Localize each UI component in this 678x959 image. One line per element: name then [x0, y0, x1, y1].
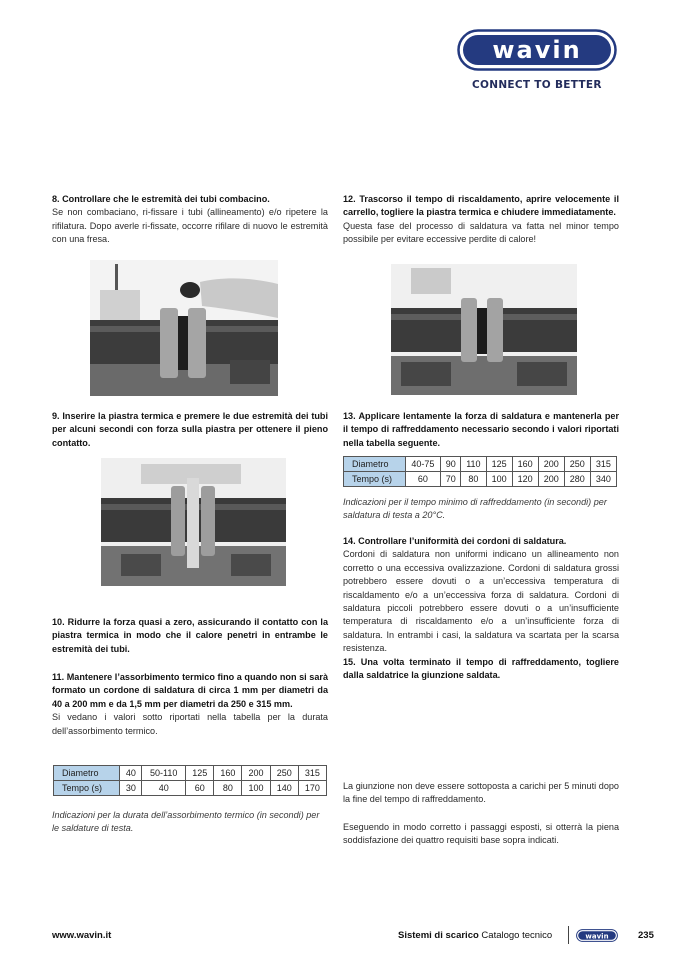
footer-wavin-logo — [576, 929, 618, 942]
table-cell: 50-110 — [142, 766, 186, 781]
table-row-label: Diametro — [344, 457, 406, 472]
table-cell: 125 — [186, 766, 214, 781]
table-cell: 280 — [564, 472, 590, 487]
step-8-heading: 8. Controllare che le estremità dei tubi combacino. — [52, 194, 270, 204]
table-cell: 40 — [142, 781, 186, 796]
table-cell: 250 — [270, 766, 298, 781]
tagline: CONNECT TO BETTER — [472, 79, 602, 91]
table-row — [344, 457, 617, 472]
photo-remove-plate-illustration — [391, 264, 577, 395]
step-13-heading: 13. Applicare lentamente la forza di saldatura e mantenerla per il tempo di raffreddamento necessario secondo i valori riportati nella tabella seguente. — [343, 411, 619, 448]
step-10 — [52, 616, 328, 656]
table-cell: 315 — [298, 766, 326, 781]
step-11-heading: 11. Mantenere l’assorbimento termico fino a quando non si sarà formato un cordone di saldatura di circa 1 mm per diametri da 40 a 200 mm e da 1,5 mm per diametri da 250 e 315 mm. — [52, 672, 328, 709]
photo-heating-plate — [101, 458, 286, 586]
step-12 — [343, 193, 619, 247]
footer-section-rest: Catalogo tecnico — [478, 930, 553, 941]
heating-table-note-text: Indicazioni per la durata dell’assorbimento termico (in secondi) per le saldature di testa. — [52, 810, 320, 834]
closing-note-1-text: La giunzione non deve essere sottoposta a carichi per 5 minuti dopo la fine del tempo di raffreddamento. — [343, 781, 619, 805]
logo-text: wavin — [492, 36, 582, 64]
table-cell: 60 — [186, 781, 214, 796]
closing-note-1 — [343, 780, 619, 807]
table-cell: 40 — [120, 766, 142, 781]
table-cell: 90 — [441, 457, 461, 472]
table-cell: 100 — [242, 781, 270, 796]
table-row — [344, 472, 617, 487]
footer-section — [398, 930, 552, 941]
footer-logo-text: wavin — [585, 932, 609, 941]
heating-table-note — [52, 809, 328, 836]
wavin-logo — [457, 29, 617, 71]
table-cell: 100 — [486, 472, 512, 487]
step-15-heading: 15. Una volta terminato il tempo di raffreddamento, togliere dalla saldatrice la giunzione saldata. — [343, 656, 619, 681]
step-10-heading: 10. Ridurre la forza quasi a zero, assicurando il contatto con la piastra termica in modo che il calore penetri in entrambe le estremità dei tubi. — [52, 617, 328, 654]
table-cell: 200 — [538, 457, 564, 472]
table-cell: 200 — [538, 472, 564, 487]
table-cell: 160 — [214, 766, 242, 781]
table-cell: 70 — [441, 472, 461, 487]
table-cell: 140 — [270, 781, 298, 796]
step-14-body: Cordoni di saldatura non uniformi indicano un allineamento non corretto o una eccessiva ovalizzazione. Cordoni di saldatura grossi potrebbero essere dovuti o a un’eccessiva temperatura di riscaldamento e/o a un’eccessiva forza di saldatura. Cordoni di saldatura piccoli potrebbero essere dovuti o a un’insufficiente temperatura di riscaldamento e/o a un’insufficiente forza di saldatura. In entrambi i casi, la saldatura va scartata per la scarsa resistenza. — [343, 549, 619, 654]
step-8-body: Se non combaciano, ri-fissare i tubi (allineamento) e/o ripetere la rifilatura. Dopo averle ri-fissate, occorre rifilare di nuovo le estremità con una fresa. — [52, 207, 328, 245]
table-cell: 30 — [120, 781, 142, 796]
step-11 — [52, 671, 328, 738]
table-cell: 120 — [512, 472, 538, 487]
step-14 — [343, 535, 619, 682]
table-cell: 160 — [512, 457, 538, 472]
cooling-table-note — [343, 496, 619, 523]
table-cell: 340 — [590, 472, 616, 487]
table-cell: 250 — [564, 457, 590, 472]
step-11-body: Si vedano i valori sotto riportati nella tabella per la durata dell’assorbimento termico. — [52, 712, 328, 736]
table-cell: 315 — [590, 457, 616, 472]
table-cell: 80 — [214, 781, 242, 796]
step-9 — [52, 410, 328, 450]
table-cell: 200 — [242, 766, 270, 781]
table-cell: 110 — [461, 457, 486, 472]
footer-section-bold: Sistemi di scarico — [398, 930, 479, 941]
photo-heating-plate-illustration — [101, 458, 286, 586]
table-cell: 170 — [298, 781, 326, 796]
page-number: 235 — [638, 930, 654, 941]
step-12-heading: 12. Trascorso il tempo di riscaldamento, aprire velocemente il carrello, togliere la piastra termica e chiudere immediatamente. — [343, 194, 619, 218]
step-12-body: Questa fase del processo di saldatura va fatta nel minor tempo possibile per evitare eccessive perdite di calore! — [343, 220, 619, 245]
step-9-heading: 9. Inserire la piastra termica e premere le due estremità dei tubi per alcuni secondi con forza sulla piastra per ottenere il pieno contatto. — [52, 411, 328, 448]
photo-pipe-alignment — [90, 260, 278, 396]
heating-time-table — [53, 765, 327, 796]
table-row-label: Diametro — [54, 766, 120, 781]
photo-pipe-alignment-illustration — [90, 260, 278, 396]
photo-remove-plate — [391, 264, 577, 395]
cooling-table-note-text: Indicazioni per il tempo minimo di raffreddamento (in secondi) per saldatura di testa a 20°C. — [343, 497, 607, 521]
closing-note-2-text: Eseguendo in modo corretto i passaggi esposti, si otterrà la piena soddisfazione dei quattro requisiti base sopra indicati. — [343, 822, 619, 846]
table-cell: 40-75 — [405, 457, 441, 472]
step-13 — [343, 410, 619, 450]
closing-note-2 — [343, 821, 619, 848]
table-cell: 60 — [405, 472, 441, 487]
table-row — [54, 766, 327, 781]
step-8 — [52, 193, 328, 247]
cooling-time-table — [343, 456, 617, 487]
table-row — [54, 781, 327, 796]
step-14-heading: 14. Controllare l’uniformità dei cordoni di saldatura. — [343, 536, 567, 546]
table-cell: 80 — [461, 472, 486, 487]
footer-website[interactable]: www.wavin.it — [52, 930, 112, 941]
table-row-label: Tempo (s) — [54, 781, 120, 796]
footer-divider — [568, 926, 569, 944]
table-cell: 125 — [486, 457, 512, 472]
table-row-label: Tempo (s) — [344, 472, 406, 487]
